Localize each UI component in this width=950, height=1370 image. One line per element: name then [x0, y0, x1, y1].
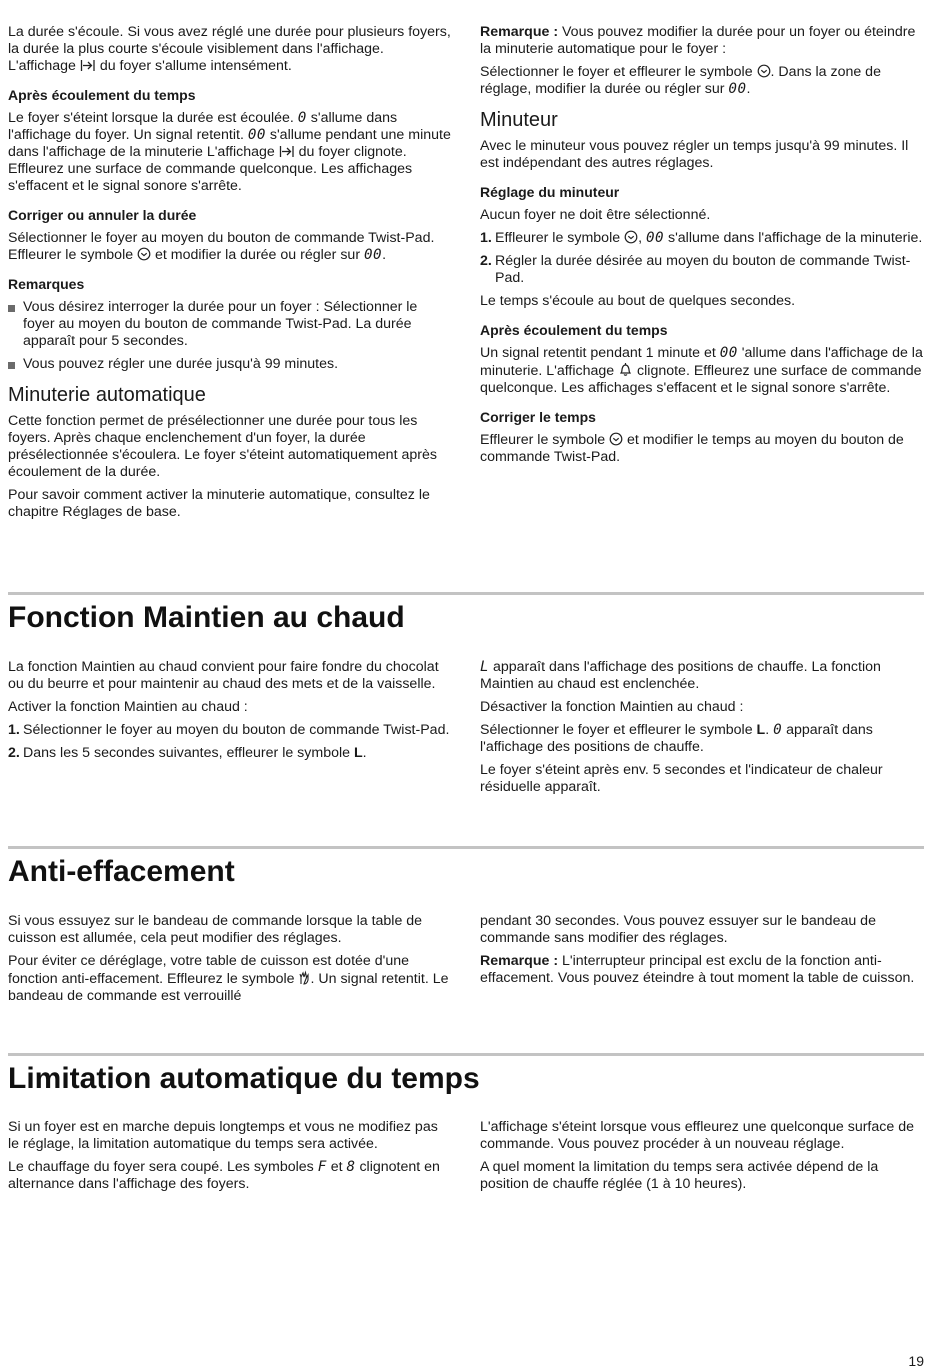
maintien-paragraph-1: La fonction Maintien au chaud convient pour faire fondre du chocolat ou du beurre et pour maintenir au chaud des mets et de la vaisselle. — [8, 659, 439, 692]
limitation-left — [8, 1119, 452, 1199]
anti-paragraph-1: Si vous essuyez sur le bandeau de commande lorsque la table de cuisson est allumée, cela peut modifier des réglages. — [8, 913, 423, 946]
maintien-paragraph-4: Désactiver la fonction Maintien au chaud : — [480, 699, 744, 715]
intro-paragraph: La durée s'écoule. Si vous avez réglé une durée pour plusieurs foyers, la durée la plus courte s'écoule visiblement dans l'affichage. L'affichage du foyer s'allume intensément. — [8, 24, 451, 74]
maintien-paragraph-6: Le foyer s'éteint après env. 5 secondes et l'indicateur de chaleur résiduelle apparaît. — [480, 762, 883, 795]
apres-paragraph: Un signal retentit pendant 1 minute et 00 'allume dans l'affichage de la minuterie. L'affichage clignote. Effleurez une surface de commande quelconque. Les affichages s'effacent et le signal sonore s'arrête. — [480, 345, 923, 396]
timer-icon — [624, 230, 638, 244]
reglage-paragraph: Aucun foyer ne doit être sélectionné. — [480, 207, 711, 223]
heading-anti-effacement: Anti-effacement — [8, 855, 235, 888]
heading-maintien-au-chaud: Fonction Maintien au chaud — [8, 601, 405, 634]
maintien-paragraph-3: L apparaît dans l'affichage des positions de chauffe. La fonction Maintien au chaud est enclenchée. — [480, 659, 881, 692]
maintien-left — [8, 659, 452, 768]
limitation-paragraph-3: L'affichage s'éteint lorsque vous effleurez une quelconque surface de commande. Vous pouvez procéder à un nouveau réglage. — [480, 1119, 914, 1152]
timer-icon — [137, 247, 151, 261]
corriger-temps-paragraph: Effleurer le symbole et modifier le temps au moyen du bouton de commande Twist-Pad. — [480, 432, 904, 465]
maintien-paragraph-5: Sélectionner le foyer et effleurer le symbole L. 0 apparaît dans l'affichage des positions de chauffe. — [480, 722, 873, 755]
page-number: 19 — [908, 1353, 924, 1369]
anti-paragraph-2: Pour éviter ce déréglage, votre table de cuisson est dotée d'une fonction anti-effacement. Effleurez le symbole . Un signal retentit. Le bandeau de commande est verrouillé — [8, 953, 449, 1004]
apres-paragraph: Le foyer s'éteint lorsque la durée est écoulée. 0 s'allume dans l'affichage du foyer. Un signal retentit. 00 s'allume pendant une minute dans l'affichage de la minuterie L'affichage du foyer clignote. Effleurez une surface de commande quelconque. Les affichages s'effacent et le signal sonore s'arrête. — [8, 110, 451, 194]
subheading-corriger: Corriger ou annuler la durée — [8, 207, 197, 223]
minuteur-paragraph: Avec le minuteur vous pouvez régler un temps jusqu'à 99 minutes. Il est indépendant des autres réglages. — [480, 138, 909, 171]
section-divider — [8, 1053, 924, 1056]
subheading-corriger-temps: Corriger le temps — [480, 409, 596, 425]
subheading-apres: Après écoulement du temps — [480, 322, 668, 338]
remarque-paragraph: Remarque : Vous pouvez modifier la durée pour un foyer ou éteindre la minuterie automatique pour le foyer : — [480, 24, 916, 57]
timer-section-left — [8, 24, 452, 527]
limitation-right — [480, 1119, 924, 1199]
heading-minuterie-automatique: Minuterie automatique — [8, 384, 206, 406]
reglage-steps — [480, 230, 924, 287]
maintien-right — [480, 659, 924, 802]
limitation-paragraph-2: Le chauffage du foyer sera coupé. Les symboles F et 8 clignotent en alternance dans l'affichage des foyers. — [8, 1159, 440, 1192]
limitation-paragraph-1: Si un foyer est en marche depuis longtemps et vous ne modifiez pas le réglage, la limitation automatique du temps sera activée. — [8, 1119, 438, 1152]
step-item: 2. Régler la durée désirée au moyen du bouton de commande Twist-Pad. — [480, 253, 911, 286]
remarques-list — [8, 299, 452, 373]
list-item: Vous pouvez régler une durée jusqu'à 99 minutes. — [8, 356, 452, 373]
temps-paragraph: Le temps s'écoule au bout de quelques secondes. — [480, 293, 796, 309]
maintien-steps — [8, 722, 452, 762]
maintien-paragraph-2: Activer la fonction Maintien au chaud : — [8, 699, 248, 715]
arrow-to-bar-icon — [279, 145, 295, 158]
bell-icon — [618, 362, 633, 377]
list-item: Vous désirez interroger la durée pour un foyer : Sélectionner le foyer au moyen du bouton de commande Twist-Pad. La durée apparaît pour 5 secondes. — [8, 299, 452, 350]
limitation-paragraph-4: A quel moment la limitation du temps sera activée dépend de la position de chauffe réglée (1 à 10 heures). — [480, 1159, 879, 1192]
select-paragraph: Sélectionner le foyer et effleurer le symbole . Dans la zone de réglage, modifier la durée ou régler sur 00. — [480, 64, 881, 97]
arrow-to-bar-icon — [80, 59, 96, 72]
minuterie-paragraph-2: Pour savoir comment activer la minuterie automatique, consultez le chapitre Réglages de base. — [8, 487, 430, 520]
subheading-reglage: Réglage du minuteur — [480, 184, 620, 200]
subheading-remarques: Remarques — [8, 276, 85, 292]
section-divider — [8, 592, 924, 595]
timer-icon — [609, 432, 623, 446]
heading-limitation-automatique: Limitation automatique du temps — [8, 1062, 480, 1095]
section-divider — [8, 846, 924, 849]
heading-minuteur: Minuteur — [480, 109, 558, 131]
minuterie-paragraph-1: Cette fonction permet de présélectionner une durée pour tous les foyers. Après chaque enclenchement d'un foyer, la durée présélectionnée s'écoulera. Le foyer s'éteint automatiquement après écoulement de la durée. — [8, 413, 437, 480]
anti-paragraph-3: pendant 30 secondes. Vous pouvez essuyer sur le bandeau de commande sans modifier des réglages. — [480, 913, 876, 946]
step-item: 2. Dans les 5 secondes suivantes, effleurer le symbole L. — [8, 745, 367, 761]
anti-paragraph-4: Remarque : L'interrupteur principal est exclu de la fonction anti-effacement. Vous pouvez éteindre à tout moment la table de cuisson. — [480, 953, 915, 986]
timer-icon — [757, 64, 771, 78]
anti-left — [8, 913, 452, 1011]
anti-right — [480, 913, 924, 993]
step-item: 1. Effleurer le symbole , 00 s'allume dans l'affichage de la minuterie. — [480, 230, 923, 246]
timer-section-right — [480, 24, 924, 472]
step-item: 1. Sélectionner le foyer au moyen du bouton de commande Twist-Pad. — [8, 722, 450, 738]
corriger-paragraph: Sélectionner le foyer au moyen du bouton de commande Twist-Pad. Effleurer le symbole et modifier la durée ou régler sur 00. — [8, 230, 435, 263]
subheading-apres: Après écoulement du temps — [8, 87, 196, 103]
wipe-icon — [298, 970, 310, 985]
